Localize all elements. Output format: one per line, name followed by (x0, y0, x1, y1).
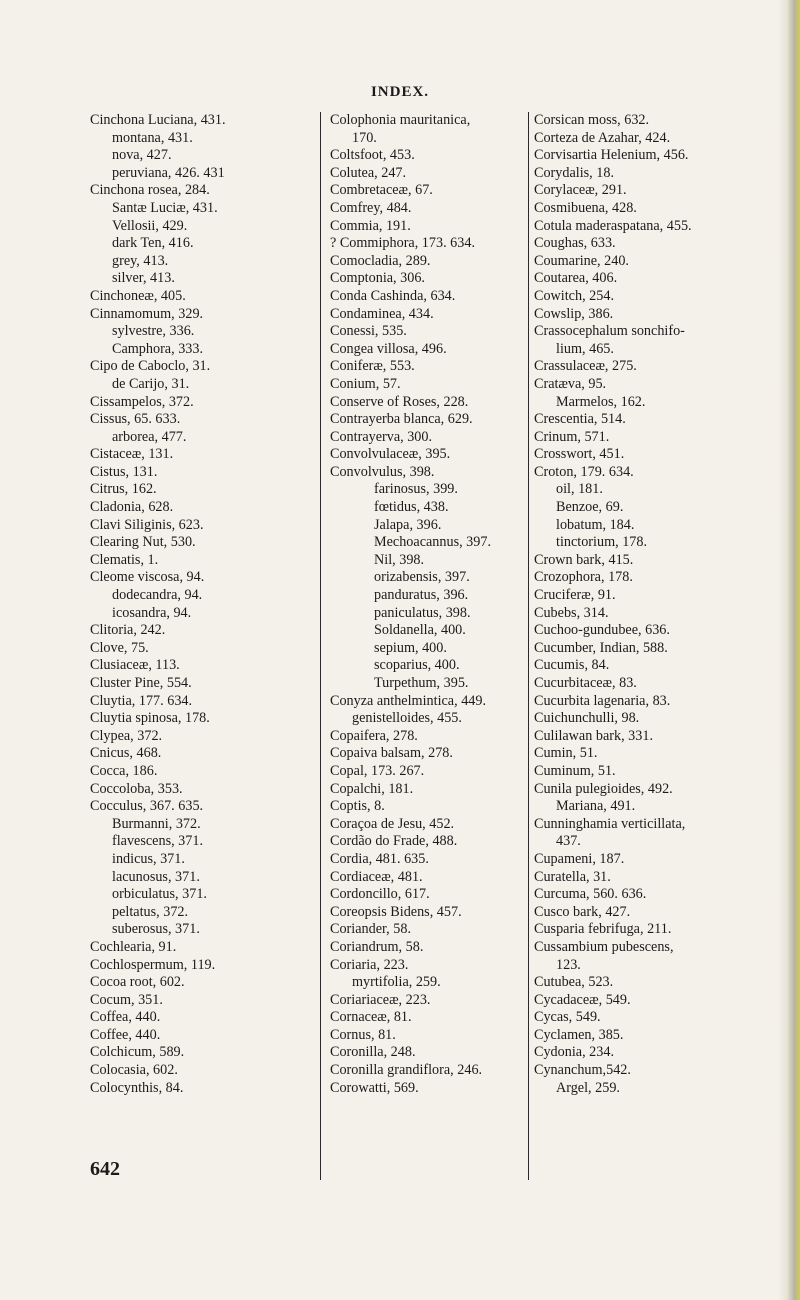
index-entry: Cusco bark, 427. (534, 903, 631, 920)
index-entry: Crassulaceæ, 275. (534, 358, 637, 375)
index-entry: Comfrey, 484. (330, 199, 412, 216)
index-entry: Crown bark, 415. (534, 551, 634, 568)
index-entry: Coriaria, 223. (330, 956, 409, 973)
index-entry: Cotula maderaspatana, 455. (534, 217, 692, 234)
index-entry: Cluytia, 177. 634. (90, 692, 193, 709)
index-entry: Crassocephalum sonchifo- (534, 323, 685, 340)
index-entry: Coccoloba, 353. (90, 780, 183, 797)
index-entry: nova, 427. (112, 147, 172, 164)
index-entry: Cinnamomum, 329. (90, 305, 204, 322)
index-entry: Cupameni, 187. (534, 850, 625, 867)
index-entry: Crosswort, 451. (534, 446, 625, 463)
index-entry: Contrayerva, 300. (330, 428, 433, 445)
index-entry: Colophonia mauritanica, (330, 112, 471, 128)
index-entry: Benzoe, 69. (556, 499, 624, 516)
index-entry: Cussambium pubescens, (534, 938, 674, 955)
index-entry: Coreopsis Bidens, 457. (330, 903, 462, 920)
index-entry: Coriander, 58. (330, 921, 411, 938)
index-entry: Cordiaceæ, 481. (330, 868, 423, 885)
index-entry: Cratæva, 95. (534, 375, 607, 392)
index-entry: Copaiva balsam, 278. (330, 745, 453, 762)
index-column-2 (330, 112, 560, 1097)
index-entry: Commia, 191. (330, 217, 411, 234)
index-entry: Cuchoo-gundubee, 636. (534, 622, 670, 639)
index-entry: Condaminea, 434. (330, 305, 434, 322)
index-entry: Coumarine, 240. (534, 252, 629, 269)
index-entry: Coraçoa de Jesu, 452. (330, 815, 455, 832)
index-entry: Convolvulus, 398. (330, 463, 435, 480)
index-entry: Cipo de Caboclo, 31. (90, 358, 211, 375)
index-entry: Cochlospermum, 119. (90, 956, 216, 973)
index-entry: sepium, 400. (374, 639, 447, 656)
index-entry: Cinchoneæ, 405. (90, 287, 186, 304)
page-header: INDEX. (370, 84, 430, 100)
index-entry: Cordia, 481. 635. (330, 850, 429, 867)
index-entry: Cinchona Luciana, 431. (90, 112, 226, 128)
index-entry: Marmelos, 162. (556, 393, 646, 410)
index-entry: Cordão do Frade, 488. (330, 833, 458, 850)
index-entry: Jalapa, 396. (374, 516, 442, 533)
index-entry: Cowslip, 386. (534, 305, 614, 322)
index-entry: icosandra, 94. (112, 604, 192, 621)
index-entry: Conessi, 535. (330, 323, 407, 340)
index-entry: Cissus, 65. 633. (90, 411, 181, 428)
index-entry: Argel, 259. (556, 1079, 620, 1096)
index-entry: Copalchi, 181. (330, 780, 414, 797)
index-entry: Conserve of Roses, 228. (330, 393, 469, 410)
index-entry: Curatella, 31. (534, 868, 611, 885)
index-entry: Coughas, 633. (534, 235, 616, 252)
index-entry: dodecandra, 94. (112, 587, 203, 604)
index-entry: genistelloides, 455. (352, 710, 462, 727)
index-entry: Coriariaceæ, 223. (330, 991, 431, 1008)
index-entry: Cnicus, 468. (90, 745, 162, 762)
index-entry: Citrus, 162. (90, 481, 157, 498)
index-entry: orizabensis, 397. (374, 569, 470, 586)
index-entry: Vellosii, 429. (112, 217, 188, 234)
index-entry: Cluster Pine, 554. (90, 675, 192, 691)
index-entry: Cuminum, 51. (534, 762, 616, 779)
index-column-3 (534, 112, 764, 1097)
index-entry: Cosmibuena, 428. (534, 199, 637, 216)
index-entry: peltatus, 372. (112, 903, 189, 920)
index-entry: Cluytia spinosa, 178. (90, 710, 210, 727)
index-entry: Copal, 173. 267. (330, 762, 425, 779)
index-entry: Cutubea, 523. (534, 974, 614, 991)
index-entry: Crescentia, 514. (534, 411, 626, 428)
index-entry: grey, 413. (112, 252, 169, 269)
index-entry: Comocladia, 289. (330, 252, 431, 269)
index-entry: Coffea, 440. (90, 1009, 161, 1026)
column-rule (320, 112, 321, 1180)
index-entry: Colchicum, 589. (90, 1044, 185, 1061)
index-entry: Corowatti, 569. (330, 1079, 419, 1096)
index-entry: Culilawan bark, 331. (534, 727, 653, 744)
index-entry: Convolvulaceæ, 395. (330, 446, 451, 463)
index-entry: Cycadaceæ, 549. (534, 991, 631, 1008)
index-entry: Cochlearia, 91. (90, 938, 177, 955)
index-entry: Cistus, 131. (90, 463, 158, 480)
index-entry: Combretaceæ, 67. (330, 182, 433, 199)
index-entry: Clusiaceæ, 113. (90, 657, 180, 674)
index-entry: Comptonia, 306. (330, 270, 425, 287)
index-entry: Corydalis, 18. (534, 164, 614, 181)
index-entry: Corylaceæ, 291. (534, 182, 627, 199)
index-entry: Crinum, 571. (534, 428, 610, 445)
index-entry: lacunosus, 371. (112, 868, 200, 885)
index-entry: Cubebs, 314. (534, 604, 609, 621)
index-entry: Cucurbitaceæ, 83. (534, 675, 637, 691)
index-entry: Nil, 398. (374, 551, 425, 568)
index-entry: Corvisartia Helenium, 456. (534, 147, 689, 164)
index-entry: Corteza de Azahar, 424. (534, 129, 671, 146)
index-entry: silver, 413. (112, 270, 175, 287)
index-entry: Cunninghamia verticillata, (534, 815, 686, 832)
index-entry: Cocca, 186. (90, 762, 158, 779)
index-entry: Congea villosa, 496. (330, 340, 447, 357)
index-entry: Cucurbita lagenaria, 83. (534, 692, 671, 709)
index-entry: Crozophora, 178. (534, 569, 633, 586)
index-entry: Cordoncillo, 617. (330, 886, 430, 903)
index-entry: Copaifera, 278. (330, 727, 418, 744)
index-entry: Cinchona rosea, 284. (90, 182, 210, 199)
index-entry: Coronilla, 248. (330, 1044, 416, 1061)
index-entry: Coltsfoot, 453. (330, 147, 415, 164)
index-column-1 (90, 112, 320, 1097)
index-entry: tinctorium, 178. (556, 534, 648, 551)
index-entry: 437. (556, 833, 581, 850)
index-entry: Clearing Nut, 530. (90, 534, 196, 551)
index-entry: dark Ten, 416. (112, 235, 194, 252)
index-entry: arborea, 477. (112, 428, 187, 445)
index-entry: Mariana, 491. (556, 798, 636, 815)
index-entry: Coffee, 440. (90, 1026, 161, 1043)
index-entry: Soldanella, 400. (374, 622, 466, 639)
index-entry: Corsican moss, 632. (534, 112, 650, 128)
index-entry: Croton, 179. 634. (534, 463, 634, 480)
index-entry: Colutea, 247. (330, 164, 407, 181)
index-entry: Cruciferæ, 91. (534, 587, 616, 604)
index-entry: Clematis, 1. (90, 551, 159, 568)
index-entry: Cumin, 51. (534, 745, 598, 762)
index-entry: Burmanni, 372. (112, 815, 201, 832)
index-entry: sylvestre, 336. (112, 323, 195, 340)
index-entry: Mechoacannus, 397. (374, 534, 492, 551)
index-entry: Contrayerba blanca, 629. (330, 411, 473, 428)
index-entry: Clypea, 372. (90, 727, 163, 744)
index-entry: ? Commiphora, 173. 634. (330, 235, 476, 252)
index-entry: Cocoa root, 602. (90, 974, 185, 991)
index-entry: suberosus, 371. (112, 921, 200, 938)
index-entry: lobatum, 184. (556, 516, 635, 533)
index-entry: Conium, 57. (330, 375, 401, 392)
index-entry: Cusparia febrifuga, 211. (534, 921, 672, 938)
index-entry: montana, 431. (112, 129, 193, 146)
index-entry: Santæ Luciæ, 431. (112, 199, 218, 216)
index-entry: Cleome viscosa, 94. (90, 569, 205, 586)
index-entry: Cissampelos, 372. (90, 393, 194, 410)
index-entry: Cucumis, 84. (534, 657, 610, 674)
index-entry: paniculatus, 398. (374, 604, 471, 621)
index-entry: Curcuma, 560. 636. (534, 886, 647, 903)
index-entry: Cydonia, 234. (534, 1044, 614, 1061)
index-entry: peruviana, 426. 431 (112, 164, 225, 181)
index-entry: fœtidus, 438. (374, 499, 449, 516)
index-entry: Cucumber, Indian, 588. (534, 639, 668, 656)
index-entry: Cunila pulegioides, 492. (534, 780, 673, 797)
index-entry: Cistaceæ, 131. (90, 446, 174, 463)
index-entry: Coriandrum, 58. (330, 938, 424, 955)
index-entry: Coronilla grandiflora, 246. (330, 1062, 483, 1079)
column-rule (528, 112, 529, 1180)
index-entry: Conyza anthelmintica, 449. (330, 692, 487, 709)
index-entry: Cynanchum,542. (534, 1062, 631, 1079)
index-entry: Turpethum, 395. (374, 675, 469, 691)
index-entry: flavescens, 371. (112, 833, 204, 850)
index-entry: Cuichunchulli, 98. (534, 710, 640, 727)
index-entry: de Carijo, 31. (112, 375, 190, 392)
index-entry: panduratus, 396. (374, 587, 469, 604)
index-entry: oil, 181. (556, 481, 603, 498)
index-entry: scoparius, 400. (374, 657, 460, 674)
index-entry: orbiculatus, 371. (112, 886, 207, 903)
index-entry: 170. (352, 129, 377, 146)
index-entry: 123. (556, 956, 581, 973)
index-entry: Clitoria, 242. (90, 622, 166, 639)
page-number: 642 (90, 1158, 120, 1180)
index-entry: indicus, 371. (112, 850, 185, 867)
index-entry: Cycas, 549. (534, 1009, 601, 1026)
index-entry: Colocynthis, 84. (90, 1079, 184, 1096)
index-entry: Coniferæ, 553. (330, 358, 415, 375)
index-entry: Coutarea, 406. (534, 270, 618, 287)
page-edge-shadow (778, 0, 800, 1300)
index-entry: Cornaceæ, 81. (330, 1009, 412, 1026)
index-entry: Coptis, 8. (330, 798, 385, 815)
index-entry: lium, 465. (556, 340, 614, 357)
index-entry: Cornus, 81. (330, 1026, 396, 1043)
index-entry: Cocum, 351. (90, 991, 163, 1008)
index-entry: Colocasia, 602. (90, 1062, 178, 1079)
index-entry: Cowitch, 254. (534, 287, 614, 304)
index-entry: farinosus, 399. (374, 481, 458, 498)
index-entry: Cyclamen, 385. (534, 1026, 624, 1043)
index-entry: myrtifolia, 259. (352, 974, 441, 991)
index-entry: Conda Cashinda, 634. (330, 287, 456, 304)
index-entry: Clavi Siliginis, 623. (90, 516, 204, 533)
index-entry: Camphora, 333. (112, 340, 204, 357)
index-entry: Clove, 75. (90, 639, 149, 656)
index-entry: Cladonia, 628. (90, 499, 174, 516)
index-entry: Cocculus, 367. 635. (90, 798, 204, 815)
